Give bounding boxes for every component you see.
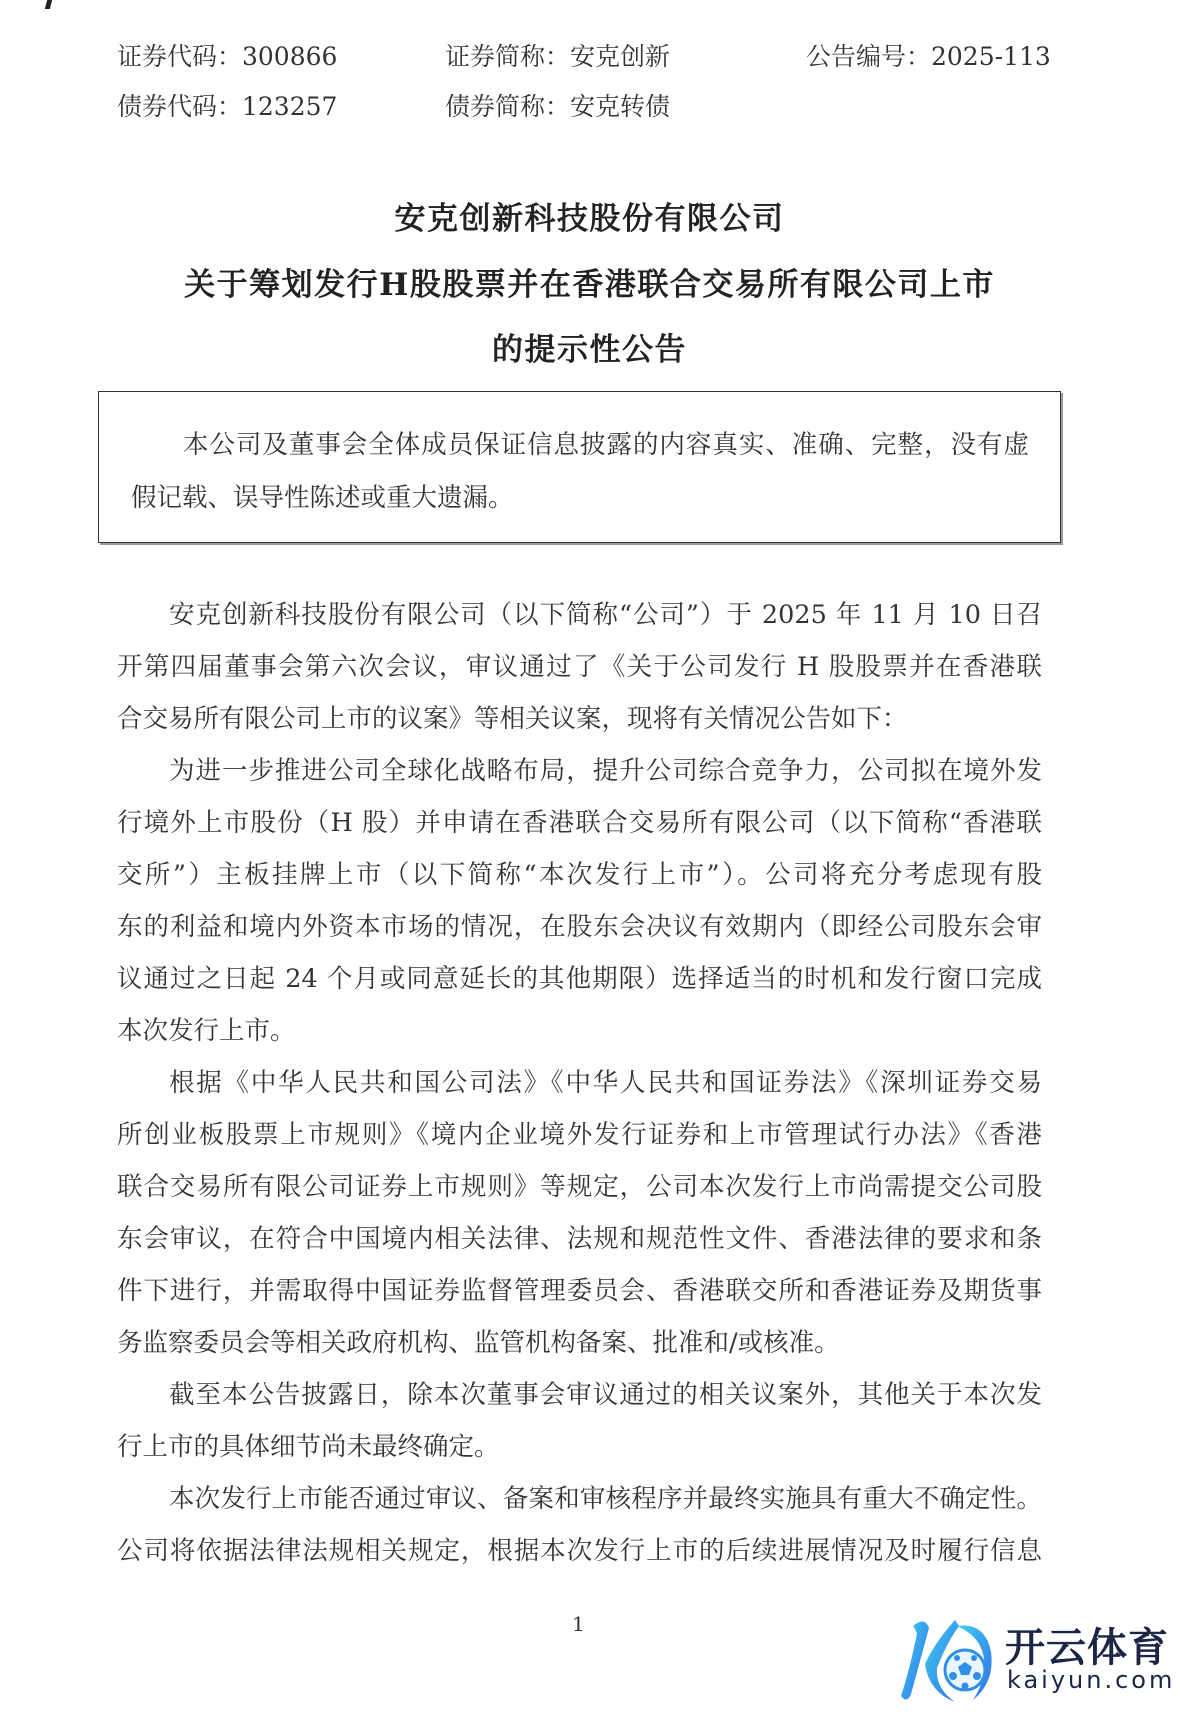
watermark-name: 开云体育 — [1005, 1625, 1169, 1671]
paragraph — [117, 1473, 1042, 1577]
paragraph-line: 交所”）主板挂牌上市（以下简称“本次发行上市”）。公司将充分考虑现有股 — [117, 860, 1042, 890]
paragraph-line: 东会审议，在符合中国境内相关法律、法规和规范性文件、香港法律的要求和条 — [117, 1224, 1042, 1254]
paragraph — [117, 589, 1042, 745]
title-line-2: 关于筹划发行H股股票并在香港联合交易所有限公司上市 — [184, 267, 995, 303]
page-number: 1 — [572, 1612, 585, 1636]
paragraph-line: 所创业板股票上市规则》《境内企业境外发行证券和上市管理试行办法》《香港 — [117, 1120, 1042, 1150]
paragraph-line: 务监察委员会等相关政府机构、监管机构备案、批准和/或核准。 — [117, 1328, 840, 1358]
paragraph — [117, 1057, 1042, 1369]
disclaimer-text — [131, 419, 1029, 525]
title-line-3: 的提示性公告 — [492, 332, 687, 368]
announcement-number: 公告编号：2025-113 — [806, 42, 1051, 71]
paragraph — [117, 745, 1042, 1057]
disclaimer-box — [98, 391, 1061, 543]
paragraph-line: 安克创新科技股份有限公司（以下简称“公司”）于 2025 年 11 月 10 日召 — [169, 600, 1042, 630]
paragraph-line: 行境外上市股份（H 股）并申请在香港联合交易所有限公司（以下简称“香港联 — [117, 808, 1042, 838]
announcement-body — [117, 589, 1042, 1577]
paragraph-line: 本次发行上市。 — [117, 1016, 296, 1046]
paragraph-line: 公司将依据法律法规相关规定，根据本次发行上市的后续进展情况及时履行信息 — [117, 1536, 1042, 1566]
paragraph-line: 东的利益和境内外资本市场的情况，在股东会决议有效期内（即经公司股东会审 — [117, 912, 1042, 942]
paragraph-line: 本次发行上市能否通过审议、备案和审核程序并最终实施具有重大不确定性。 — [169, 1484, 1042, 1514]
paragraph-line: 行上市的具体细节尚未最终确定。 — [117, 1432, 500, 1462]
paragraph-line: 开第四届董事会第六次会议，审议通过了《关于公司发行 H 股股票并在香港联 — [117, 652, 1042, 682]
kaiyun-logo-icon — [895, 1612, 1005, 1707]
disclaimer-line: 本公司及董事会全体成员保证信息披露的内容真实、准确、完整，没有虚 — [183, 430, 1029, 460]
paragraph-line: 为进一步推进公司全球化战略布局，提升公司综合竞争力，公司拟在境外发 — [169, 756, 1042, 786]
watermark-domain: kaiyun.com — [1007, 1666, 1176, 1694]
paragraph — [117, 1369, 1042, 1473]
paragraph-line: 截至本公告披露日，除本次董事会审议通过的相关议案外，其他关于本次发 — [169, 1380, 1042, 1410]
paragraph-line: 议通过之日起 24 个月或同意延长的其他期限）选择适当的时机和发行窗口完成 — [117, 964, 1042, 994]
stock-abbreviation: 证券简称：安克创新 — [445, 42, 671, 71]
paragraph-line: 件下进行，并需取得中国证券监督管理委员会、香港联交所和香港证券及期货事 — [117, 1276, 1042, 1306]
paragraph-line: 合交易所有限公司上市的议案》等相关议案，现将有关情况公告如下： — [117, 704, 908, 734]
bond-code: 债券代码：123257 — [117, 92, 338, 121]
page-edge-mark — [45, 0, 52, 9]
title-line-1: 安克创新科技股份有限公司 — [394, 201, 785, 237]
disclaimer-line: 假记载、误导性陈述或重大遗漏。 — [131, 483, 514, 513]
stock-code: 证券代码：300866 — [117, 42, 338, 71]
watermark-logo — [895, 1612, 1176, 1707]
paragraph-line: 联合交易所有限公司证券上市规则》等规定，公司本次发行上市尚需提交公司股 — [117, 1172, 1042, 1202]
paragraph-line: 根据《中华人民共和国公司法》《中华人民共和国证券法》《深圳证券交易 — [169, 1068, 1042, 1098]
bond-abbreviation: 债券简称：安克转债 — [445, 92, 671, 121]
